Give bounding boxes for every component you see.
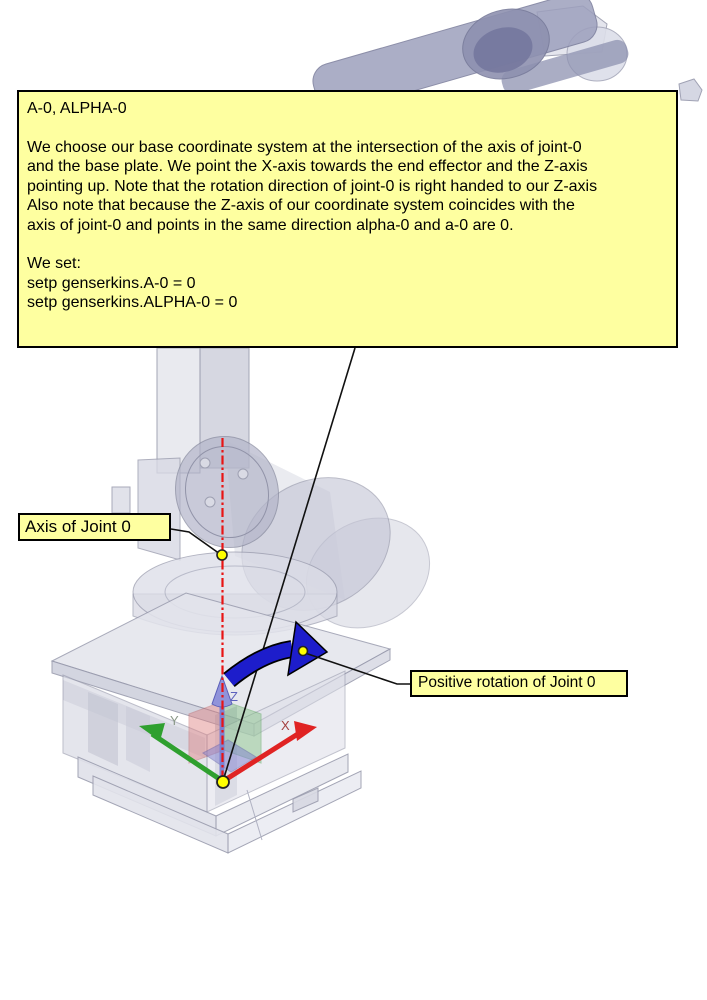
origin-marker bbox=[217, 776, 229, 788]
arm-fragment bbox=[679, 79, 702, 101]
info-note-box bbox=[17, 90, 678, 348]
note-body-line: and the base plate. We point the X-axis towards the end effector and the Z-axis bbox=[27, 158, 588, 175]
motor-bolt bbox=[238, 469, 248, 479]
motor-bolt bbox=[205, 497, 215, 507]
axis-of-joint0-label: Axis of Joint 0 bbox=[18, 513, 171, 541]
motor-bolt bbox=[200, 458, 210, 468]
positive-rotation-label: Positive rotation of Joint 0 bbox=[410, 670, 628, 697]
note-spacer bbox=[27, 235, 668, 254]
note-body-line: axis of joint-0 and points in the same direction alpha-0 and a-0 are 0. bbox=[27, 216, 514, 234]
note-body-line: We choose our base coordinate system at the intersection of the axis of joint-0 bbox=[27, 138, 582, 156]
x-axis-label: X bbox=[281, 718, 290, 733]
note-set-intro: We set: bbox=[27, 255, 81, 272]
note-setp-line: setp genserkins.A-0 = 0 bbox=[27, 274, 196, 292]
note-body-line: Also note that because the Z-axis of our coordinate system coincides with the bbox=[27, 197, 575, 214]
side-tab bbox=[112, 487, 130, 513]
note-title: A-0, ALPHA-0 bbox=[27, 100, 127, 117]
note-body-line: pointing up. Note that the rotation direction of joint-0 is right handed to our Z-axis bbox=[27, 177, 598, 195]
z-axis-label: Z bbox=[230, 689, 238, 704]
y-axis-label: Y bbox=[170, 713, 179, 728]
rotation-marker bbox=[299, 647, 308, 656]
note-spacer bbox=[27, 119, 668, 138]
joint0-axis-marker bbox=[217, 550, 227, 560]
column-lower-block bbox=[138, 458, 180, 560]
note-setp-line: setp genserkins.ALPHA-0 = 0 bbox=[27, 294, 238, 311]
